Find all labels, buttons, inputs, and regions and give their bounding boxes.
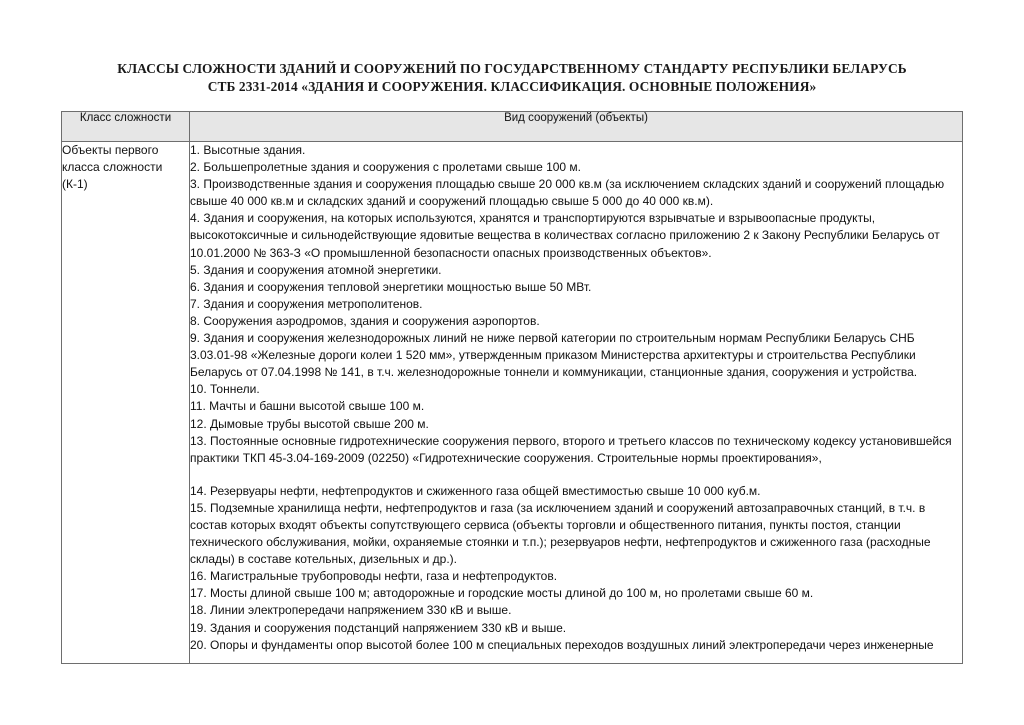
list-item: 17. Мосты длиной свыше 100 м; автодорожные и городские мосты длиной до 100 м, но пролетами свыше 60 м. [190,586,814,601]
document-title [40,60,984,96]
table-row [62,142,963,664]
list-item: 11. Мачты и башни высотой свыше 100 м. [190,399,425,414]
title-line-1: КЛАССЫ СЛОЖНОСТИ ЗДАНИЙ И СООРУЖЕНИЙ ПО ГОСУДАРСТВЕННОМУ СТАНДАРТУ РЕСПУБЛИКИ БЕЛАРУСЬ [117,61,907,76]
class-cell-line: (К-1) [62,177,88,191]
header-structure-type: Вид сооружений (объекты) [190,112,963,142]
list-item: 2. Большепролетные здания и сооружения с пролетами свыше 100 м. [190,160,582,175]
list-item: 7. Здания и сооружения метрополитенов. [190,296,423,311]
list-item: 14. Резервуары нефти, нефтепродуктов и сжиженного газа общей вместимостью свыше 10 000 куб.м. [190,483,761,498]
paragraph-gap [190,467,962,483]
title-line-2: СТБ 2331-2014 «ЗДАНИЯ И СООРУЖЕНИЯ. КЛАССИФИКАЦИЯ. ОСНОВНЫЕ ПОЛОЖЕНИЯ» [207,79,817,94]
table-header-row [62,112,963,142]
structures-cell [190,142,963,664]
list-item: 6. Здания и сооружения тепловой энергетики мощностью выше 50 МВт. [190,279,592,294]
list-item: 12. Дымовые трубы высотой свыше 200 м. [190,416,429,431]
list-item: 13. Постоянные основные гидротехнические сооружения первого, второго и третьего классов по техническому кодексу установившейся практики ТКП 45-3.04-169-2009 (02250) «Гидротехнические сооружения. Строительные нормы проектирования», [190,433,952,465]
class-cell [62,142,190,664]
list-item: 16. Магистральные трубопроводы нефти, газа и нефтепродуктов. [190,569,558,584]
header-complexity-class: Класс сложности [62,112,190,142]
list-item: 19. Здания и сооружения подстанций напряжением 330 кВ и выше. [190,620,567,635]
list-item: 3. Производственные здания и сооружения площадью свыше 20 000 кв.м (за исключением складских зданий и сооружений площадью свыше 40 000 кв.м и складских зданий и сооружений площадью свыше 5 000 до 40 000 кв.м). [190,177,945,209]
list-item: 20. Опоры и фундаменты опор высотой более 100 м специальных переходов воздушных линий электропередачи через инженерные [190,637,934,652]
list-item: 8. Сооружения аэродромов, здания и сооружения аэропортов. [190,313,540,328]
list-item: 5. Здания и сооружения атомной энергетики. [190,262,442,277]
list-item: 10. Тоннели. [190,382,260,397]
list-item: 18. Линии электропередачи напряжением 330 кВ и выше. [190,603,512,618]
list-item: 1. Высотные здания. [190,143,306,157]
class-cell-line: класса сложности [62,160,163,174]
complexity-table [61,111,963,664]
list-item: 15. Подземные хранилища нефти, нефтепродуктов и газа (за исключением зданий и сооружений автозаправочных станций, в т.ч. в состав которых входят объекты сопутствующего сервиса (объекты торговли и общественного питания, пункты постоя, станции технического обслуживания, мойки, охраняемые стоянки и т.п.); резервуаров нефти, нефтепродуктов и сжиженного газа (расходные склады) в составе котельных, дизельных и др.). [190,500,931,567]
class-cell-line: Объекты первого [62,143,159,157]
list-item: 4. Здания и сооружения, на которых используются, хранятся и транспортируются взрывчатые и взрывоопасные продукты, высокотоксичные и сильнодействующие ядовитые вещества в количествах согласно приложению 2 к Закону Республики Беларусь от 10.01.2000 № 363-З «О промышленной безопасности опасных производственных объектов». [190,211,940,260]
list-item: 9. Здания и сооружения железнодорожных линий не ниже первой категории по строительным нормам Республики Беларусь СНБ 3.03.01-98 «Железные дороги колеи 1 520 мм», утвержденным приказом Министерства архитектуры и строительства Республики Беларусь от 07.04.1998 № 141, в т.ч. железнодорожные тоннели и коммуникации, станционные здания, сооружения и устройства. [190,331,918,380]
